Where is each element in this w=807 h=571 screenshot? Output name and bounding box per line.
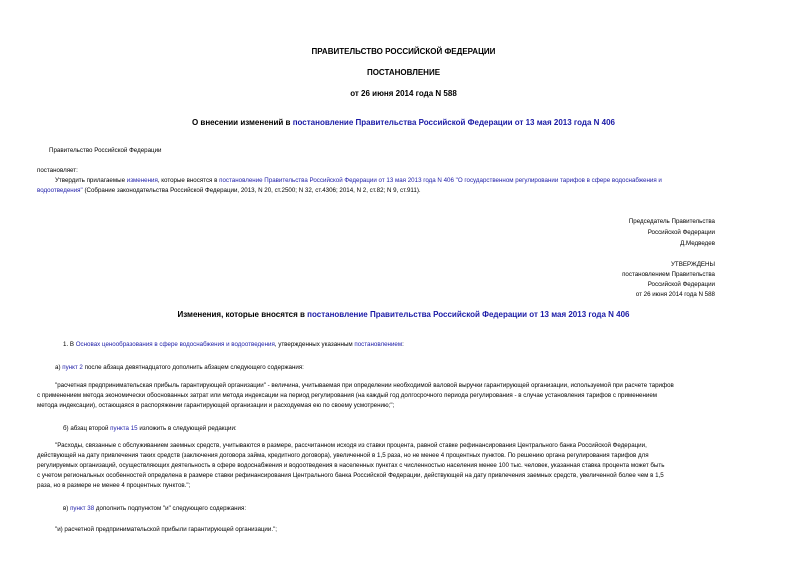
title-prefix: О внесении изменений в [191, 118, 293, 127]
quote-3: "и) расчетной предпринимательской прибыли гарантирующей организации."; [55, 526, 277, 533]
quote-2-line3: регулируемых организаций, осуществляющих деятельность в сфере водоснабжения и водоотведения в населенных пунктах с численностью населения менее 100 тыс. человек, указанная ставка процента может быть [37, 462, 665, 469]
quote-1-line1: "расчетная предпринимательская прибыль гарантирующей организации" - величина, учитываемая при определении необходимой валовой выручки гарантирующей организации, используемой при расчете тарифов [55, 382, 674, 389]
issuer: Правительство Российской Федерации [49, 147, 162, 154]
point-15-link[interactable]: пункта 15 [110, 425, 138, 432]
resolution-406-link-cont[interactable]: водоотведения" [37, 187, 83, 194]
document-type: ПОСТАНОВЛЕНИЕ [366, 68, 441, 77]
signature-name: Д.Медведев [680, 240, 715, 247]
point-2-link[interactable]: пункт 2 [62, 364, 83, 371]
intro-paragraph-line2: водоотведения" (Собрание законодательства Российской Федерации, 2013, N 20, ст.2500; N 32, ст.4306; 2014, N 2, ст.82; N 9, ст.911). [37, 187, 421, 194]
approved-label: УТВЕРЖДЕНЫ [671, 261, 715, 268]
quote-2-line1: "Расходы, связанные с обслуживанием заемных средств, учитываются в размере, рассчитанном исходя из ставки процента, равной ставке рефинансирования Центрального банка Российской Федерации, [55, 442, 647, 449]
item-a: а) пункт 2 после абзаца девятнадцатого дополнить абзацем следующего содержания: [55, 364, 304, 371]
item-b: б) абзац второй пункта 15 изложить в следующей редакции: [63, 425, 237, 432]
item-1: 1. В Основах ценообразования в сфере водоснабжения и водоотведения, утвержденных указанным постановлением: [63, 341, 404, 348]
resolves-text: постановляет: [37, 167, 78, 174]
point-38-link[interactable]: пункт 38 [70, 505, 95, 512]
item-v: в) пункт 38 дополнить подпунктом "и" следующего содержания: [63, 505, 247, 512]
changes-title-link[interactable]: постановление Правительства Российской Федерации от 13 мая 2013 года N 406 [307, 310, 630, 319]
changes-title: Изменения, которые вносятся в постановление Правительства Российской Федерации от 13 мая 2013 года N 406 [177, 310, 630, 319]
document-title [0, 118, 807, 127]
signature-position: Председатель Правительства [628, 218, 715, 225]
title-link[interactable]: постановление Правительства Российской Федерации от 13 мая 2013 года N 406 [292, 118, 616, 127]
resolution-406-link[interactable]: постановление Правительства Российской Федерации от 13 мая 2013 года N 406 "О государственном регулировании тарифов в сфере водоснабжения и [219, 177, 662, 184]
quote-1-line3: метода индексации), остающаяся в распоряжении гарантирующей организации и расходуемая ею по своему усмотрению;"; [37, 402, 395, 409]
signature-org: Российской Федерации [647, 229, 715, 236]
quote-1-line2: с применением метода экономически обоснованных затрат или метода индексации на период регулирования (на каждый год долгосрочного периода регулирования - в случае установления тарифов с применением [37, 392, 658, 399]
document-date-number: от 26 июня 2014 года N 588 [350, 89, 457, 98]
changes-link[interactable]: изменения [126, 177, 158, 184]
approved-by-line1: постановлением Правительства [622, 271, 715, 278]
quote-2-line2: действующей на дату привлечения таких средств (заключения договора займа, кредитного договора), увеличенной в 1,5 раза, но не менее 4 процентных пунктов. По решению органа регулирования тарифов для [37, 452, 649, 459]
quote-2-line4: с учетом региональных особенностей определена в размере ставки рефинансирования Центрального банка Российской Федерации, действующей на дату привлечения заемных средств, увеличенной более чем в 1,5 [37, 472, 664, 479]
pricing-basics-link[interactable]: Основах ценообразования в сфере водоснабжения и водоотведения [75, 341, 275, 348]
resolution-link[interactable]: постановлением [354, 341, 403, 348]
intro-paragraph-line1: Утвердить прилагаемые изменения, которые вносятся в постановление Правительства Российской Федерации от 13 мая 2013 года N 406 "О государственном регулировании тарифов в сфере водоснабжения и [55, 177, 662, 184]
approved-date: от 26 июня 2014 года N 588 [635, 291, 715, 298]
quote-2-line5: раза, но в размере не менее 4 процентных пунктов."; [37, 482, 191, 489]
government-name: ПРАВИТЕЛЬСТВО РОССИЙСКОЙ ФЕДЕРАЦИИ [311, 47, 496, 56]
approved-by-line2: Российской Федерации [647, 281, 715, 288]
